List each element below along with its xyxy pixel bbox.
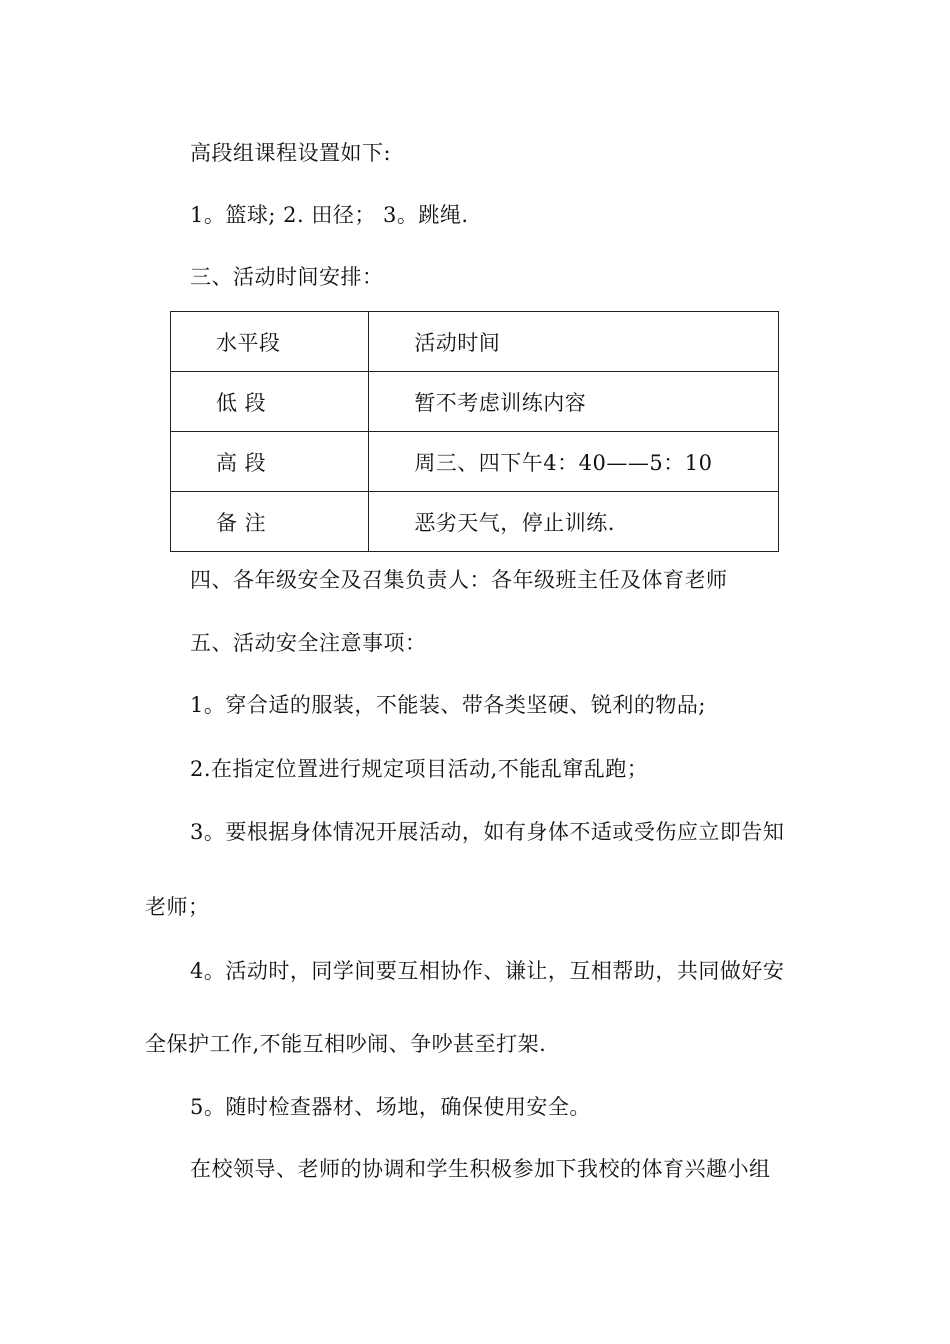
safety-item-3-line-1: 3。要根据身体情况开展活动，如有身体不适或受伤应立即告知: [190, 820, 785, 844]
table-row: [171, 432, 779, 492]
schedule-table: [170, 311, 779, 552]
header-level-cell: 水平段: [171, 312, 369, 372]
table-row: [171, 492, 779, 552]
safety-item-4-line-1: 4。活动时，同学间要互相协作、谦让，互相帮助，共同做好安: [190, 959, 785, 983]
level-cell: 备 注: [171, 492, 369, 552]
safety-item-2: 2.在指定位置进行规定项目活动,不能乱窜乱跑；: [190, 757, 649, 781]
level-cell: 低 段: [171, 372, 369, 432]
course-list-text: 1。篮球; 2. 田径； 3。跳绳.: [190, 203, 469, 227]
schedule-heading: 三、活动时间安排：: [190, 265, 384, 289]
time-cell: 暂不考虑训练内容: [369, 372, 779, 432]
time-cell: 周三、四下午4：40——5：10: [369, 432, 779, 492]
header-time-cell: 活动时间: [369, 312, 779, 372]
time-cell: 恶劣天气，停止训练.: [369, 492, 779, 552]
safety-item-3-line-2: 老师；: [145, 895, 210, 919]
responsible-text: 四、各年级安全及召集负责人：各年级班主任及体育老师: [190, 568, 728, 592]
table-row: [171, 372, 779, 432]
level-cell: 高 段: [171, 432, 369, 492]
closing-text: 在校领导、老师的协调和学生积极参加下我校的体育兴趣小组: [190, 1157, 771, 1181]
course-intro-text: 高段组课程设置如下:: [190, 141, 392, 165]
safety-heading: 五、活动安全注意事项：: [190, 631, 427, 655]
safety-item-5: 5。随时检查器材、场地，确保使用安全。: [190, 1095, 591, 1119]
safety-item-1: 1。穿合适的服装，不能装、带各类坚硬、锐利的物品;: [190, 693, 706, 717]
safety-item-4-line-2: 全保护工作,不能互相吵闹、争吵甚至打架.: [145, 1032, 547, 1056]
table-header-row: [171, 312, 779, 372]
